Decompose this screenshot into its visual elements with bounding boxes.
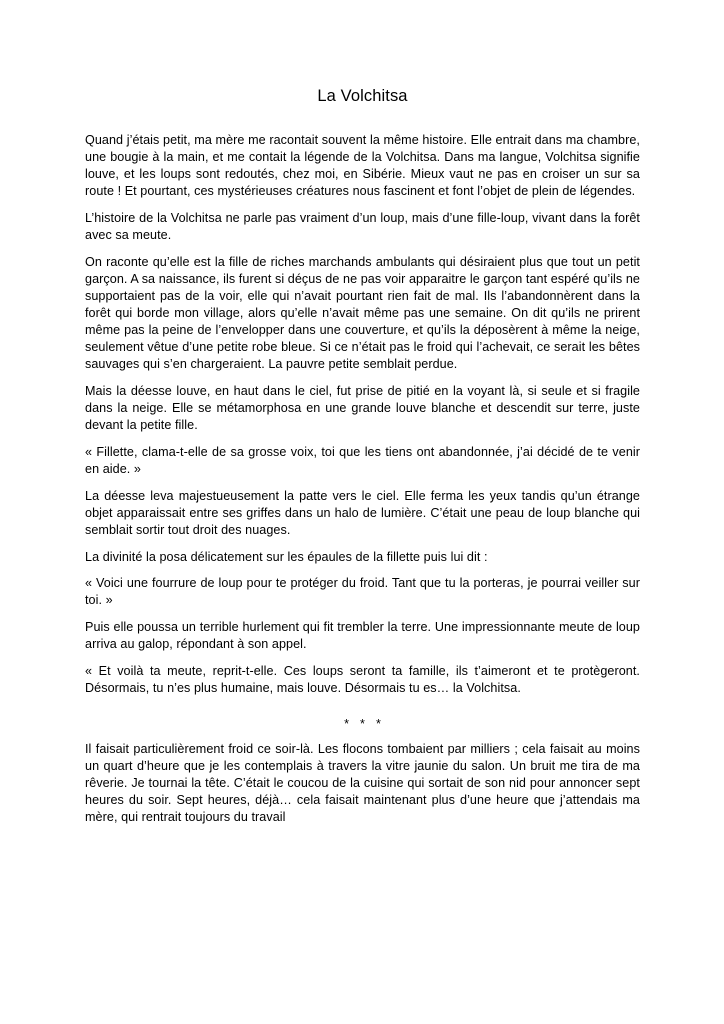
paragraph-truncated: Il faisait particulièrement froid ce soir-là. Les flocons tombaient par milliers ; cela faisait au moins un quart d’heure que je les contemplais à travers la vitre jaunie du salon. Un bruit me tira de ma rêverie. Je tournai la tête. C’était le coucou de la cuisine qui sortait de son nid pour annoncer sept heures du soir. Sept heures, déjà… cela faisait maintenant plus d’une heure que j’attendais ma mère, qui rentrait toujours du travail bbox=[85, 742, 640, 825]
paragraph: Puis elle poussa un terrible hurlement qui fit trembler la terre. Une impressionnante meute de loup arriva au galop, répondant à son appel. bbox=[85, 620, 640, 652]
paragraph: La divinité la posa délicatement sur les épaules de la fillette puis lui dit : bbox=[85, 549, 488, 564]
paragraph-dialogue: « Voici une fourrure de loup pour te protéger du froid. Tant que tu la porteras, je pourrai veiller sur toi. » bbox=[85, 576, 640, 608]
paragraph: On raconte qu’elle est la fille de riches marchands ambulants qui désiraient plus que tout un petit garçon. A sa naissance, ils furent si déçus de ne pas voir apparaitre le garçon tant espéré qu’ils ne supportaient pas de la voir, elle qui n’avait pourtant rien fait de mal. Ils l’abandonnèrent dans la forêt qui borde mon village, alors qu’elle n’avait même pas une semaine. On dit qu’ils ne prirent même pas la peine de l’envelopper dans une couverture, et qu’ils la déposèrent à même la neige, seulement vêtue d’une petite robe bleue. Si ce n’était pas le froid qui l’achevait, ce serait les bêtes sauvages qui s’en chargeraient. La pauvre petite semblait perdue. bbox=[85, 254, 640, 372]
paragraph-dialogue: « Fillette, clama-t-elle de sa grosse voix, toi que les tiens ont abandonnée, j’ai décidé de te venir en aide. » bbox=[85, 444, 640, 476]
paragraph: L’histoire de la Volchitsa ne parle pas vraiment d’un loup, mais d’une fille-loup, vivant dans la forêt avec sa meute. bbox=[85, 210, 640, 243]
scene-break-separator: * * * bbox=[344, 716, 385, 731]
paragraph: Quand j’étais petit, ma mère me racontait souvent la même histoire. Elle entrait dans ma chambre, une bougie à la main, et me contait la légende de la Volchitsa. Dans ma langue, Volchitsa signifie louve, et les loups sont redoutés, chez moi, en Sibérie. Mieux vaut ne pas en croiser un sur sa route ! Et pourtant, ces mystérieuses créatures nous fascinent et font l’objet de plein de légendes. bbox=[85, 133, 640, 199]
paragraph: Mais la déesse louve, en haut dans le ciel, fut prise de pitié en la voyant là, si seule et si fragile dans la neige. Elle se métamorphosa en une grande louve blanche et descendit sur terre, juste devant la petite fille. bbox=[85, 384, 640, 433]
paragraph: La déesse leva majestueusement la patte vers le ciel. Elle ferma les yeux tandis qu’un étrange objet apparaissait entre ses griffes dans un halo de lumière. C’était une peau de loup blanche qui semblait sortir tout droit des nuages. bbox=[85, 488, 640, 537]
page-title: La Volchitsa bbox=[317, 87, 408, 105]
page-content-column bbox=[85, 0, 640, 827]
paragraph-dialogue: « Et voilà ta meute, reprit-t-elle. Ces loups seront ta famille, ils t’aimeront et te protègeront. Désormais, tu n’es plus humaine, mais louve. Désormais tu es… la Volchitsa. bbox=[85, 663, 640, 695]
